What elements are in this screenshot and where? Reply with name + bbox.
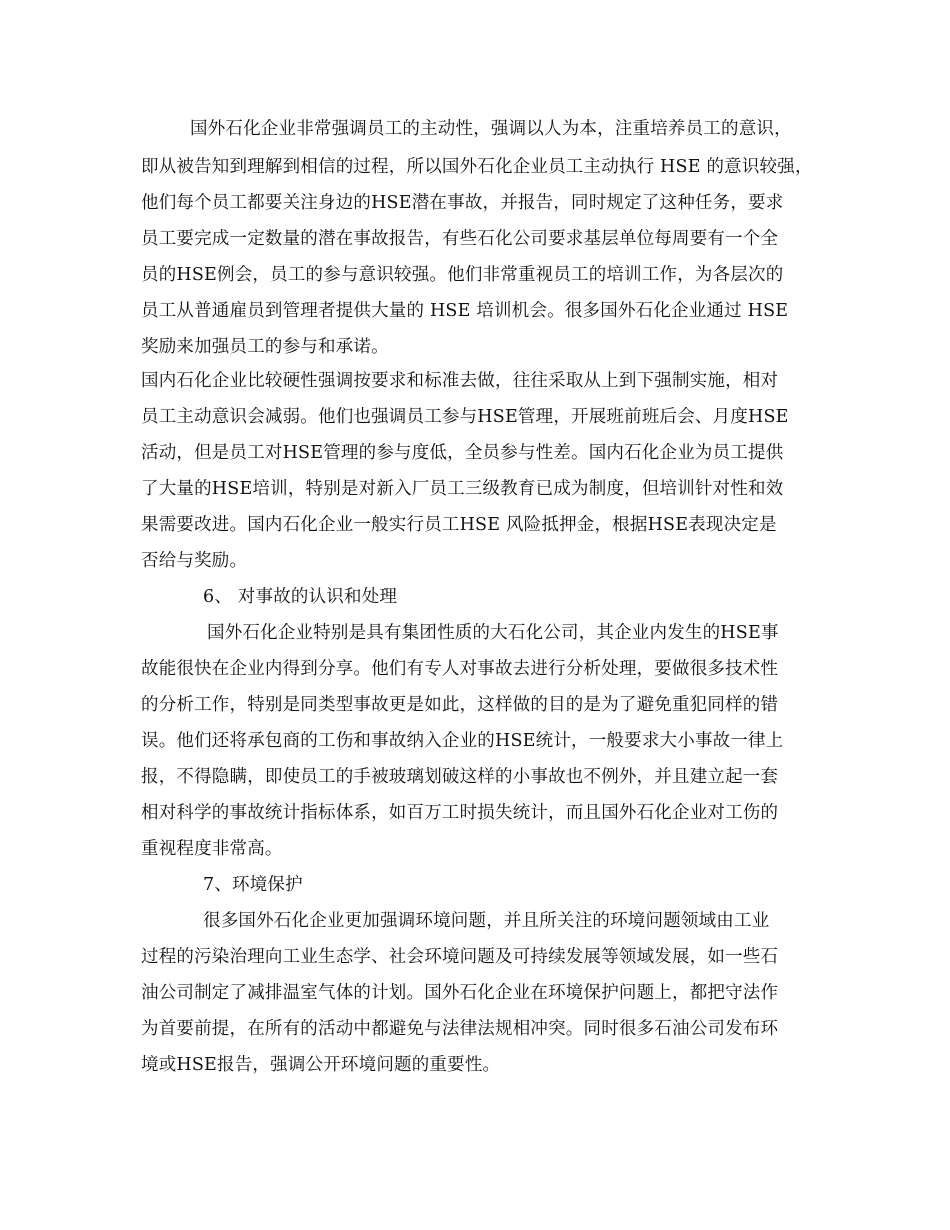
paragraph-line: 即从被告知到理解到相信的过程，所以国外石化企业员工主动执行 HSE 的意识较强， xyxy=(141,157,813,177)
paragraph-line: 国外石化企业特别是具有集团性质的大石化公司，其企业内发生的HSE事 xyxy=(207,623,779,643)
paragraph-line: 很多国外石化企业更加强调环境问题，并且所关注的环境问题领域由工业 xyxy=(203,911,770,931)
paragraph-line: 境或HSE报告，强调公开环境问题的重要性。 xyxy=(141,1055,501,1075)
paragraph-line: 否给与奖励。 xyxy=(141,551,248,571)
paragraph-line: 员工主动意识会减弱。他们也强调员工参与HSE管理，开展班前班后会、月度HSE xyxy=(141,407,789,427)
paragraph-line: 员工要完成一定数量的潜在事故报告，有些石化公司要求基层单位每周要有一个全 xyxy=(141,229,779,249)
section-heading: 7、环境保护 xyxy=(203,875,303,895)
paragraph-line: 为首要前提，在所有的活动中都避免与法律法规相冲突。同时很多石油公司发布环 xyxy=(141,1019,779,1039)
paragraph-line: 报，不得隐瞒，即使员工的手被玻璃划破这样的小事故也不例外，并且建立起一套 xyxy=(141,767,779,787)
paragraph-line: 国内石化企业比较硬性强调按要求和标准去做，往往采取从上到下强制实施，相对 xyxy=(141,371,779,391)
paragraph-line: 国外石化企业非常强调员工的主动性，强调以人为本，注重培养员工的意识， xyxy=(190,119,792,139)
paragraph-line: 员工从普通雇员到管理者提供大量的 HSE 培训机会。很多国外石化企业通过 HSE xyxy=(141,301,789,321)
paragraph-line: 了大量的HSE培训，特别是对新入厂员工三级教育已成为制度，但培训针对性和效 xyxy=(141,479,784,499)
paragraph-line: 相对科学的事故统计指标体系，如百万工时损失统计，而且国外石化企业对工伤的 xyxy=(141,803,779,823)
paragraph-line: 误。他们还将承包商的工伤和事故纳入企业的HSE统计，一般要求大小事故一律上 xyxy=(141,731,784,751)
paragraph-line: 重视程度非常高。 xyxy=(141,839,283,859)
paragraph-line: 过程的污染治理向工业生态学、社会环境问题及可持续发展等领域发展，如一些石 xyxy=(141,947,779,967)
paragraph-line: 活动，但是员工对HSE管理的参与度低，全员参与性差。国内石化企业为员工提供 xyxy=(141,443,784,463)
paragraph-line: 奖励来加强员工的参与和承诺。 xyxy=(141,337,389,357)
paragraph-line: 员的HSE例会，员工的参与意识较强。他们非常重视员工的培训工作，为各层次的 xyxy=(141,265,784,285)
section-heading: 6、 对事故的认识和处理 xyxy=(203,587,398,607)
paragraph-line: 的分析工作，特别是同类型事故更是如此，这样做的目的是为了避免重犯同样的错 xyxy=(141,695,779,715)
paragraph-line: 果需要改进。国内石化企业一般实行员工HSE 风险抵押金，根据HSE表现决定是 xyxy=(141,515,777,535)
paragraph-line: 他们每个员工都要关注身边的HSE潜在事故，并报告，同时规定了这种任务，要求 xyxy=(141,193,784,213)
paragraph-line: 故能很快在企业内得到分享。他们有专人对事故去进行分析处理，要做很多技术性 xyxy=(141,659,779,679)
paragraph-line: 油公司制定了减排温室气体的计划。国外石化企业在环境保护问题上，都把守法作 xyxy=(141,983,779,1003)
